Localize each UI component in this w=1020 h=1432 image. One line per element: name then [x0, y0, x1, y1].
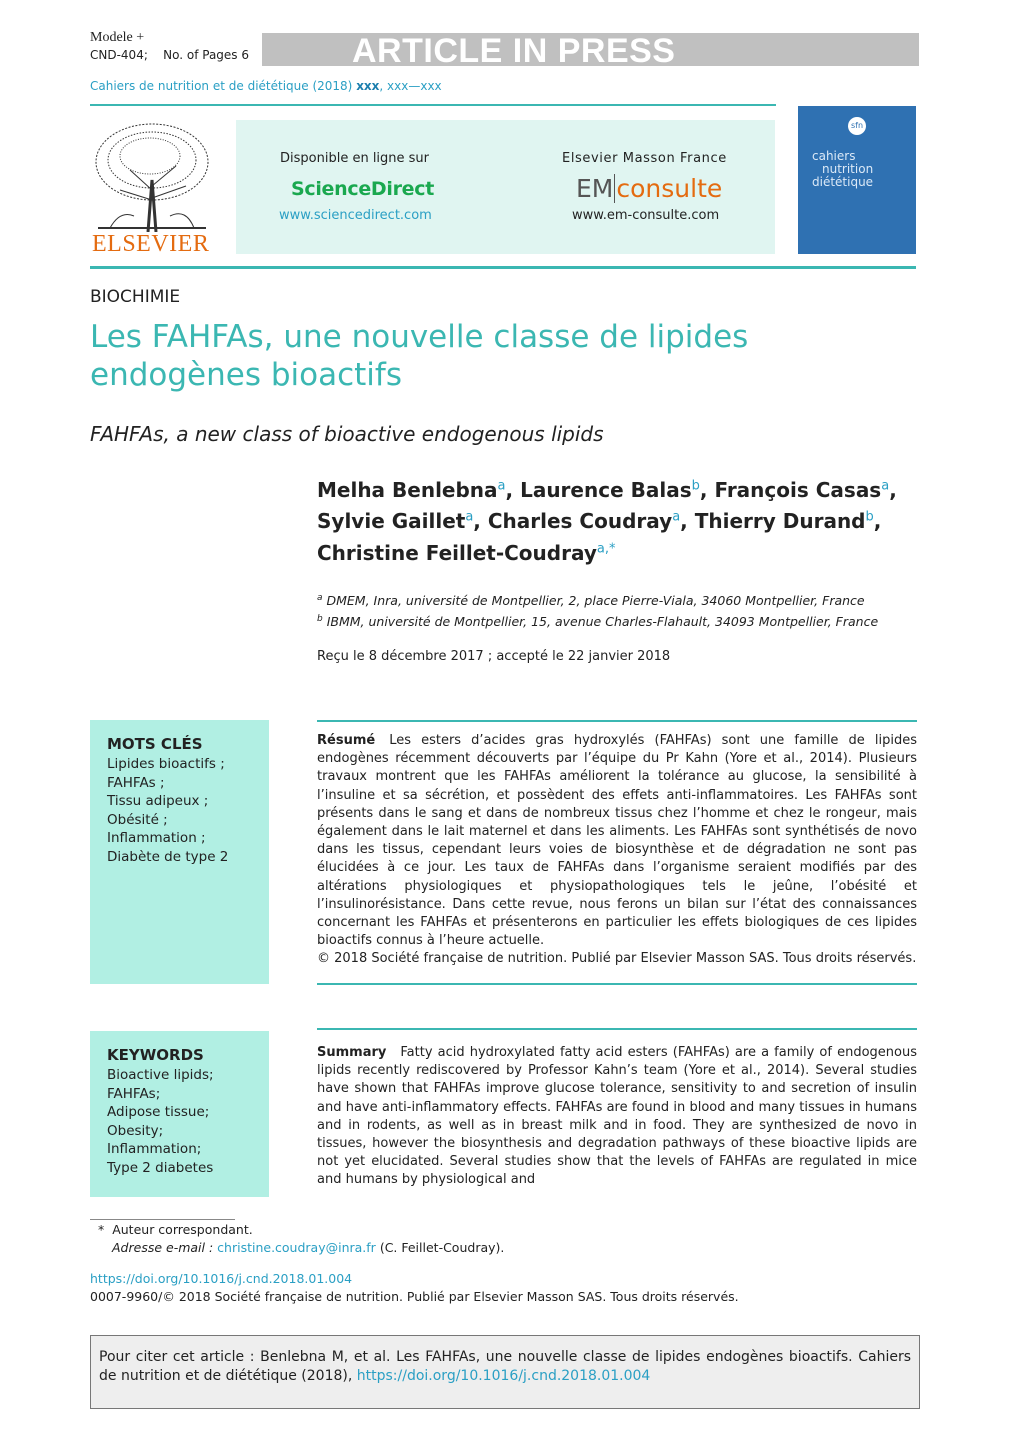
em-logo-part: EM: [576, 174, 614, 203]
citation-box: [90, 1335, 920, 1409]
corresponding-label: Auteur correspondant.: [112, 1222, 253, 1237]
author: François Casas$^a$,: [714, 477, 897, 502]
resume-bottom-rule: [317, 983, 917, 985]
author-list: [317, 472, 917, 567]
cover-title-line: cahiers: [812, 149, 856, 163]
keyword: Obésité ;: [107, 811, 168, 828]
doi-link[interactable]: https://doi.org/10.1016/j.cnd.2018.01.004: [90, 1271, 353, 1286]
resume-copyright: © 2018 Société française de nutrition. Publié par Elsevier Masson SAS. Tous droits réservés.: [317, 951, 917, 967]
page-count: No. of Pages 6: [163, 48, 250, 62]
header-divider: [90, 104, 776, 106]
keyword: Type 2 diabetes: [107, 1159, 214, 1176]
author: Charles Coudray$^a$,: [487, 509, 695, 534]
elsevier-tree-logo-icon: [90, 120, 214, 232]
keyword: FAHFAs;: [107, 1085, 161, 1102]
summary-label: Summary: [317, 1045, 387, 1060]
resume-abstract: [317, 732, 917, 969]
issn-copyright: 0007-9960/© 2018 Société française de nutrition. Publié par Elsevier Masson SAS. Tous droits réservés.: [90, 1289, 739, 1304]
cover-title: [812, 150, 873, 189]
keyword: Inflammation;: [107, 1141, 202, 1157]
banner-divider: [90, 266, 916, 269]
cover-title-line: diététique: [812, 175, 874, 189]
citation-doi-link[interactable]: https://doi.org/10.1016/j.cnd.2018.01.004: [356, 1367, 651, 1384]
author: Laurence Balas$^b$,: [520, 477, 715, 502]
keyword: Bioactive lipids;: [107, 1067, 214, 1083]
elsevier-wordmark: ELSEVIER: [92, 231, 210, 257]
affiliation: $^b$ IBMM, université de Montpellier, 15, avenue Charles-Flahault, 34093 Montpellier, France: [317, 614, 879, 630]
keyword: Lipides bioactifs ;: [107, 756, 225, 772]
keyword: Tissu adipeux ;: [107, 793, 209, 809]
journal-pages: , xxx—xxx: [379, 79, 442, 93]
email-owner: (C. Feillet-Coudray).: [379, 1240, 505, 1255]
sciencedirect-link[interactable]: www.sciencedirect.com: [279, 208, 432, 223]
keyword: Obesity;: [107, 1122, 164, 1139]
keywords-en-heading: KEYWORDS: [107, 1046, 204, 1064]
email-link[interactable]: christine.coudray@inra.fr: [217, 1240, 376, 1255]
keywords-fr-heading: MOTS CLÉS: [107, 735, 203, 753]
summary-text: Fatty acid hydroxylated fatty acid esters (FAHFAs) are a family of endogenous lipids recently rediscovered by Professor Kahn’s team (Yore et al., 2014). Several studies have shown that FAHFAs improve glucose tolerance, sensitivity to and secretion of insulin and have anti-inflammatory effects. FAHFAs are found in blood and many tissues in humans and in rodents, as well as in breast milk and in food. They are synthesized de novo in tissues, however the biosynthesis and degradation pathways of these bioactive lipids are not yet elucidated. Several studies show that the levels of FAHFAs are regulated in mice and humans by physiological and: [317, 1045, 917, 1188]
affiliations: [317, 589, 917, 631]
section-label: BIOCHIMIE: [90, 287, 181, 307]
keyword: Adipose tissue;: [107, 1104, 210, 1120]
sfn-logo: sfn: [848, 117, 866, 135]
author: Thierry Durand$^b$,: [694, 509, 882, 534]
keywords-fr-box: [90, 720, 269, 984]
summary-top-rule: [317, 1028, 917, 1030]
article-code: [90, 48, 249, 62]
received-dates: Reçu le 8 décembre 2017 ; accepté le 22 janvier 2018: [317, 649, 671, 664]
corresponding-author-note: [98, 1222, 253, 1237]
author: Melha Benlebna$^a$,: [317, 477, 521, 502]
consulte-logo-part: consulte: [616, 174, 723, 203]
email-label: Adresse e-mail :: [112, 1240, 214, 1255]
journal-name: Cahiers de nutrition et de diététique (2018): [90, 79, 353, 93]
model-label: Modele +: [90, 30, 145, 45]
summary-abstract: [317, 1044, 917, 1190]
resume-top-rule: [317, 720, 917, 722]
journal-reference: [90, 79, 442, 93]
available-online-label: Disponible en ligne sur: [280, 151, 430, 166]
author: Sylvie Gaillet$^a$,: [317, 509, 488, 534]
keyword: Inflammation ;: [107, 830, 206, 846]
em-consulte-logo: [576, 174, 722, 203]
resume-label: Résumé: [317, 733, 376, 748]
keyword: Diabète de type 2: [107, 848, 229, 865]
email-note: [112, 1240, 504, 1255]
footnote-divider: [90, 1219, 235, 1220]
affiliation: $^a$ DMEM, Inra, université de Montpellier, 2, place Pierre-Viala, 34060 Montpellier, France: [317, 593, 865, 609]
article-subtitle: FAHFAs, a new class of bioactive endogenous lipids: [90, 422, 604, 446]
article-in-press-label: ARTICLE IN PRESS: [352, 32, 676, 70]
sciencedirect-logo: ScienceDirect: [291, 178, 435, 200]
citation-text: Pour citer cet article : Benlebna M, et al. Les FAHFAs, une nouvelle classe de lipides endogènes bioactifs. Cahiers de nutrition et de diététique (2018),: [99, 1349, 911, 1384]
resume-text: Les esters d’acides gras hydroxylés (FAHFAs) sont une famille de lipides endogènes récemment découverts par l’équipe du Pr Kahn (Yore et al., 2014). Plusieurs travaux montrent que les FAHFAs améliorent la tolérance au glucose, la sensibilité à l’insuline et sa sécrétion, et possèdent des effets anti-inflammatoires. Les FAHFAs sont présents dans le sang et dans de nombreux tissus chez l’homme et chez le rongeur, mais également dans le lait maternel et dans les aliments. Les FAHFAs sont synthétisés de novo dans les tissus, cependant leurs voies de biosynthèse et de dégradation ne sont pas élucidées à ce jour. Les taux de FAHFAs dans l’organisme seraient modifiés par des altérations physiologiques et physiopathologiques tels le jeûne, l’obésité et l’insulinorésistance. Dans cette revue, nous ferons un bilan sur l’état des connaissances concernant les FAHFAs et présenterons en particulier les effets biologiques de ces lipides bioactifs connus à l’heure actuelle.: [317, 733, 917, 949]
keyword: FAHFAs ;: [107, 774, 165, 791]
em-consulte-link[interactable]: www.em-consulte.com: [572, 208, 720, 223]
footnote-marker: *: [98, 1222, 105, 1237]
author: Christine Feillet-Coudray$^{a,*}$: [317, 540, 616, 565]
keywords-en-box: [90, 1031, 269, 1197]
elsevier-masson-label: Elsevier Masson France: [562, 151, 727, 166]
article-title: Les FAHFAs, une nouvelle classe de lipides endogènes bioactifs: [90, 319, 749, 393]
cover-title-line: nutrition: [822, 162, 874, 176]
journal-volume: xxx: [356, 79, 380, 93]
cnd-code: CND-404;: [90, 48, 148, 62]
